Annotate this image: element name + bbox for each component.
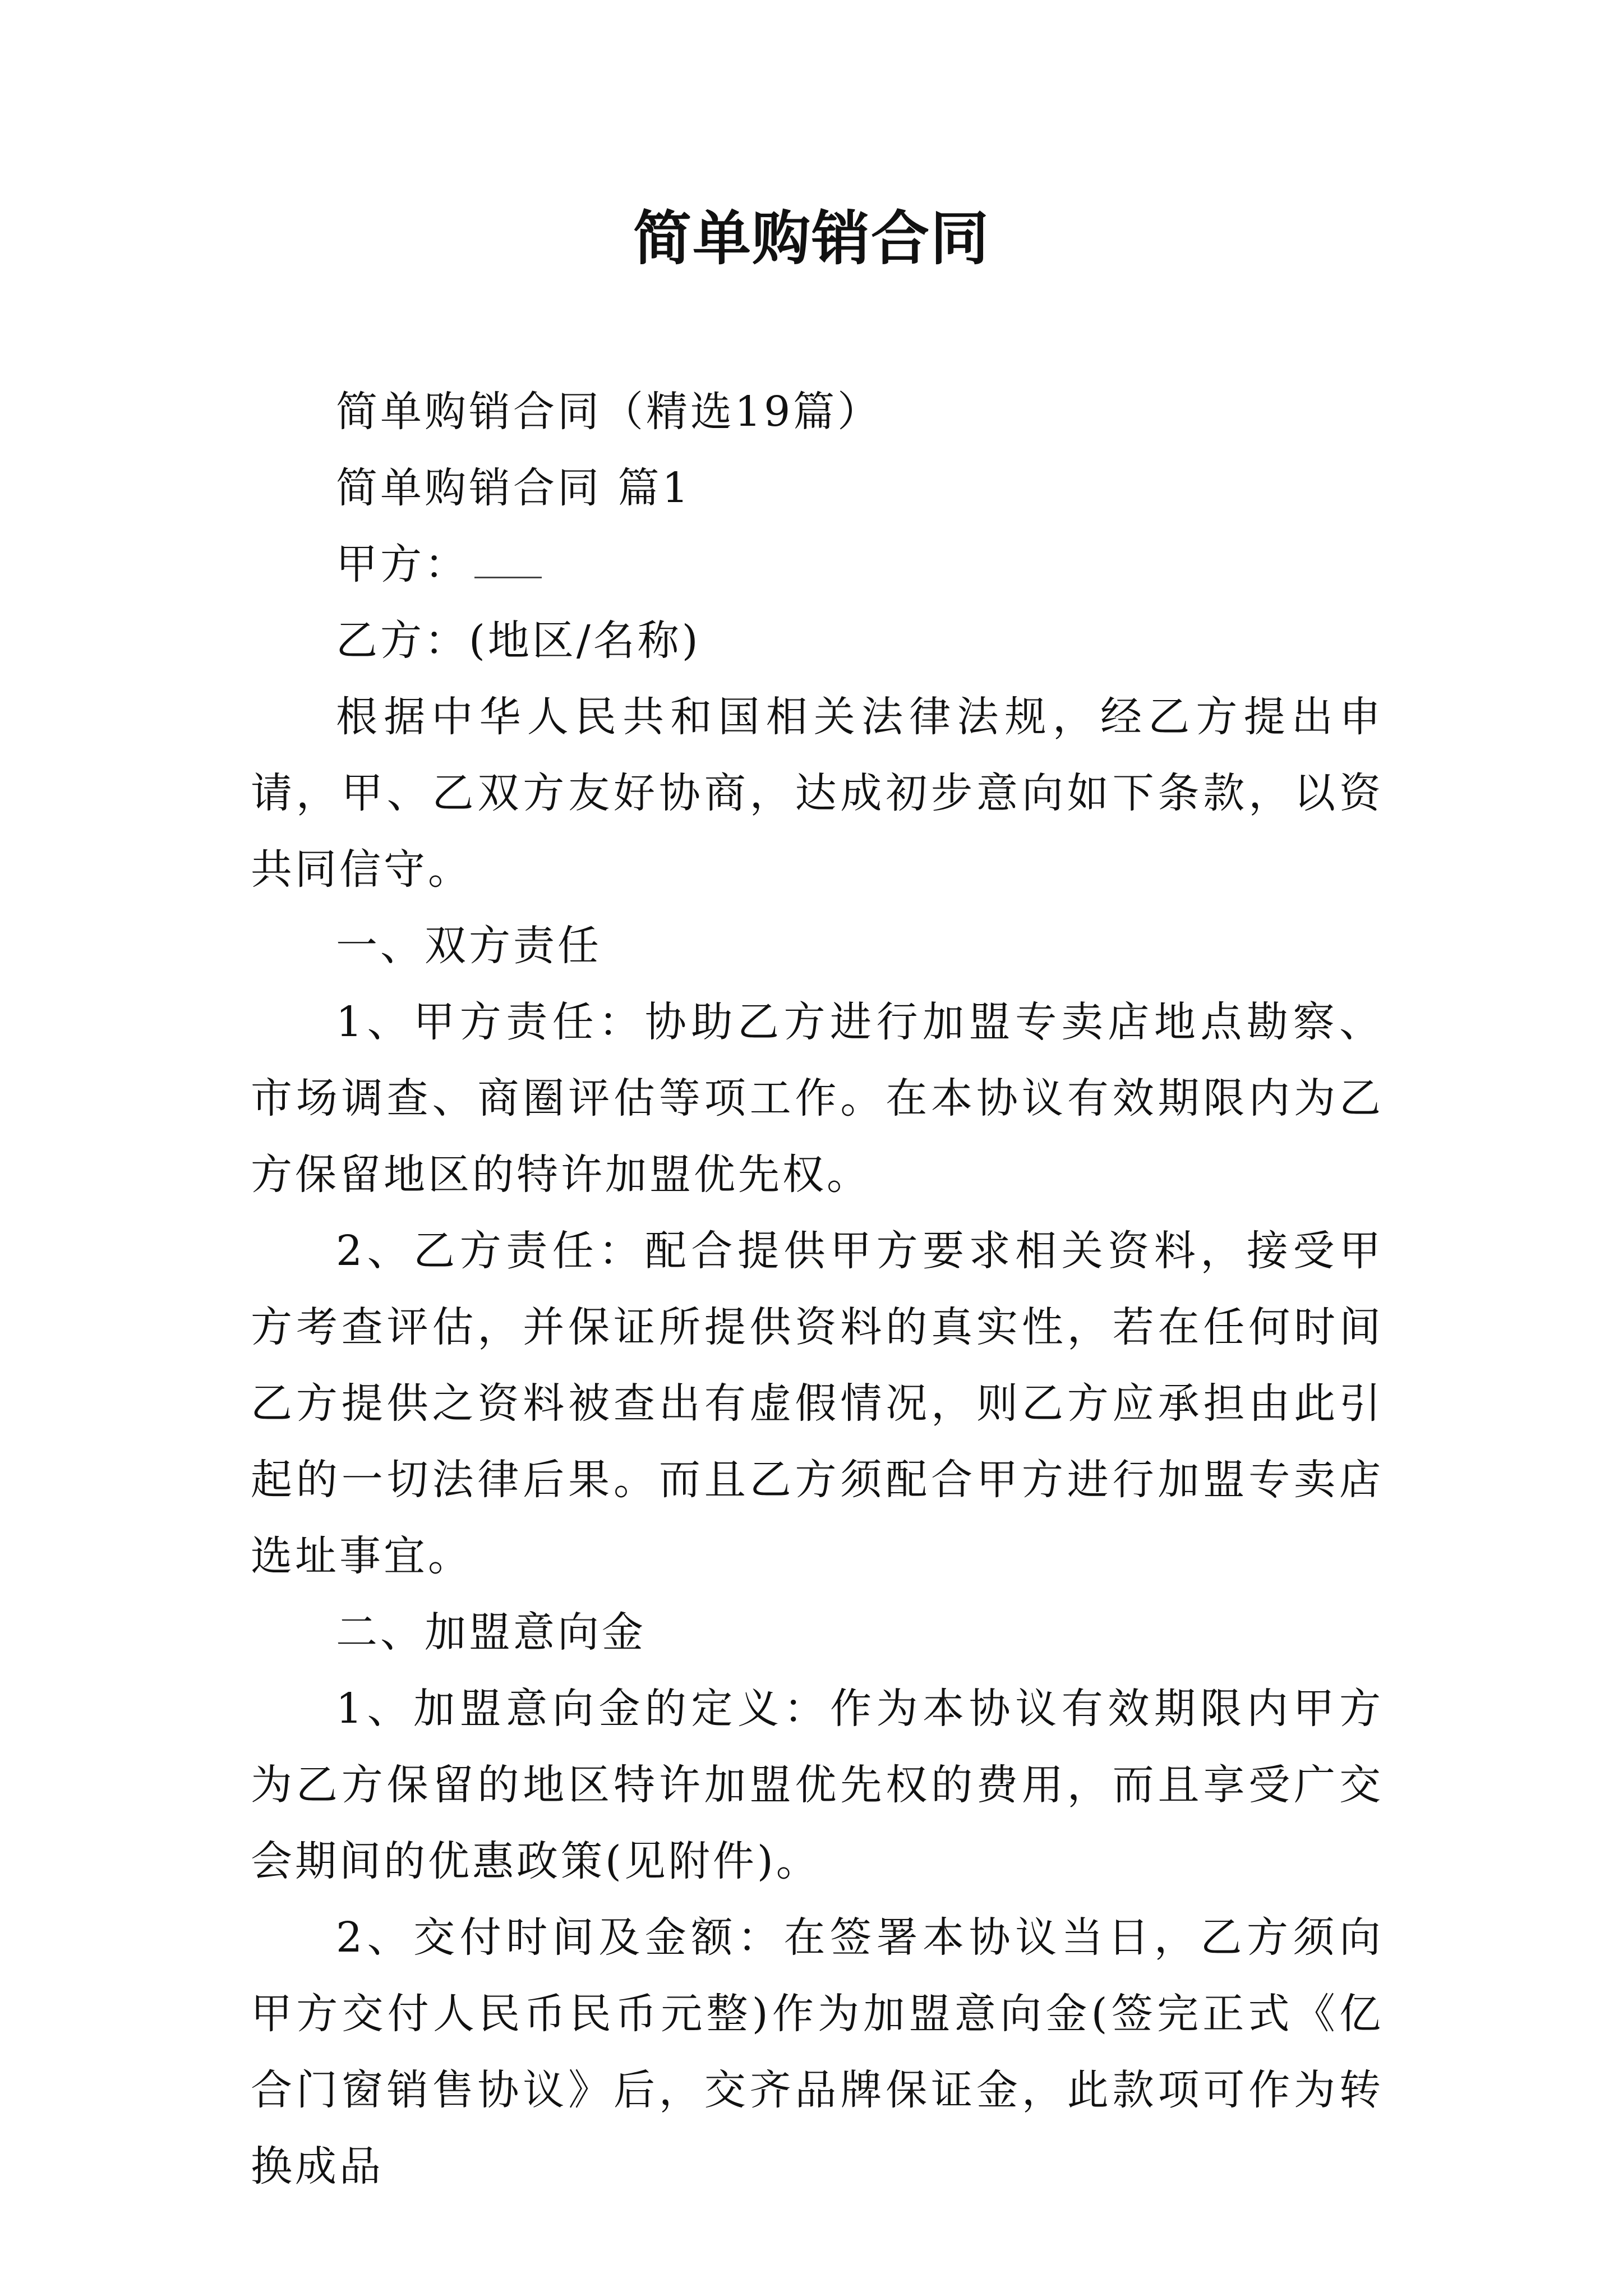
- clause-deposit-payment: 2、交付时间及金额：在签署本协议当日，乙方须向甲方交付人民币民币元整)作为加盟意向金(签完正式《亿合门窗销售协议》后，交齐品牌保证金，此款项可作为转换成品: [251, 1913, 1384, 2191]
- clause-party-b-responsibility: 2、乙方责任：配合提供甲方要求相关资料，接受甲方考查评估，并保证所提供资料的真实性，若在任何时间乙方提供之资料被查出有虚假情况，则乙方应承担由此引起的一切法律后果。而且乙方须配合甲方进行加盟专卖店选址事宜。: [251, 1227, 1384, 1580]
- section-title: 简单购销合同 篇1: [336, 464, 691, 512]
- party-a-label: 甲方：: [336, 540, 469, 588]
- document-title: 简单购销合同: [633, 204, 990, 273]
- preamble-paragraph: 根据中华人民共和国相关法律法规，经乙方提出申请，甲、乙双方友好协商，达成初步意向如下条款，以资共同信守。: [251, 693, 1384, 894]
- party-a-line: [251, 526, 1384, 602]
- party-a-blank: [474, 543, 542, 578]
- party-b-line: 乙方：(地区/名称): [336, 616, 701, 665]
- clause-party-a-responsibility: 1、甲方责任：协助乙方进行加盟专卖店地点勘察、市场调查、商圈评估等项工作。在本协议有效期限内为乙方保留地区的特许加盟优先权。: [251, 998, 1384, 1199]
- section-heading-deposit: 二、加盟意向金: [336, 1608, 646, 1657]
- document-body: [251, 374, 1384, 2205]
- subtitle: 简单购销合同（精选19篇）: [336, 388, 882, 436]
- section-heading-responsibilities: 一、双方责任: [336, 922, 602, 970]
- clause-deposit-definition: 1、加盟意向金的定义：作为本协议有效期限内甲方为乙方保留的地区特许加盟优先权的费用，而且享受广交会期间的优惠政策(见附件)。: [251, 1685, 1384, 1885]
